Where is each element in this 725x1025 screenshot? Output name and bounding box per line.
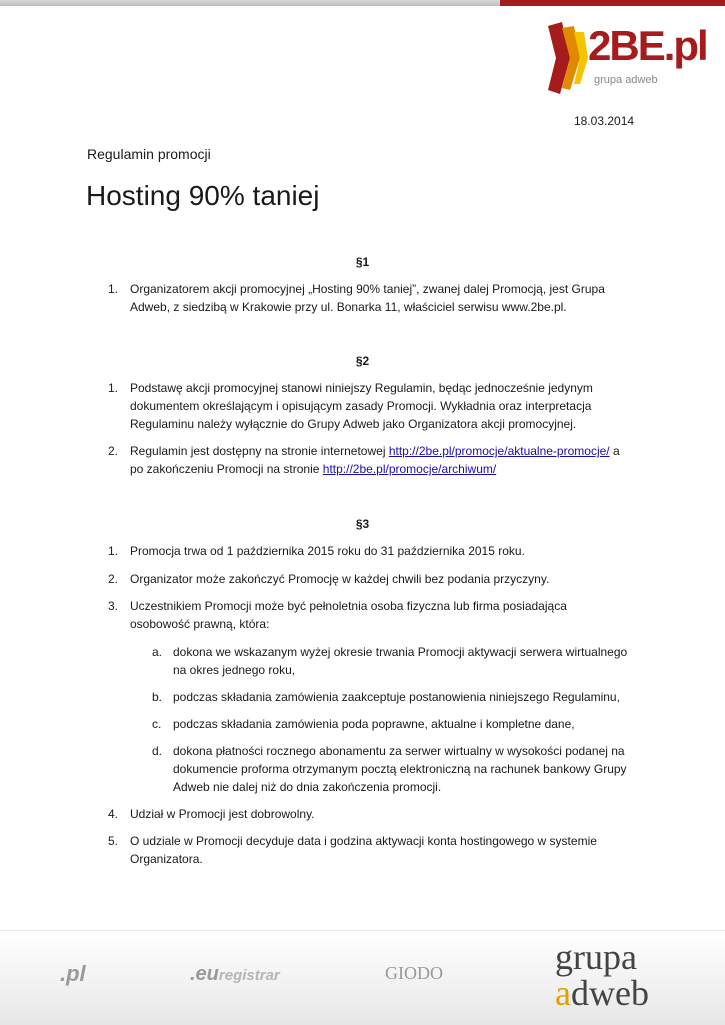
subitem-text: podczas składania zamówienia poda poprawne, aktualne i kompletne dane, [173, 717, 575, 731]
subitem-text: dokona płatności rocznego abonamentu za serwer wirtualny w wysokości podanej na dokumencie proforma otrzymanym pocztą elektroniczną na rachunek bankowy Grupy Adweb nie dalej niż do dnia zakończenia promocji. [173, 744, 627, 794]
document-subtitle: Regulamin promocji [87, 146, 211, 162]
registrar-logo-text: registrar [218, 967, 280, 984]
link-archiwum[interactable]: http://2be.pl/promocje/archiwum/ [322, 462, 497, 476]
s1-item-1 [108, 280, 628, 316]
grupa-logo-line: grupa [555, 937, 637, 977]
footer-logos [0, 930, 725, 1025]
subitem-letter: d. [152, 744, 163, 758]
adweb-logo-line [555, 975, 649, 1011]
subitem-letter: c. [152, 717, 162, 731]
s3-item-3 [108, 597, 628, 633]
item-text-part: Regulamin jest dostępny na stronie internetowej [130, 444, 389, 458]
item-text-part: a po zakończeniu Promocji na stronie [130, 444, 620, 476]
document-title: Hosting 90% taniej [86, 180, 320, 211]
item-number: 2. [108, 444, 119, 458]
top-bar [0, 0, 725, 7]
section-3-heading: §3 [355, 517, 370, 531]
giodo-logo: GIODO [385, 963, 443, 983]
s3-item-5 [108, 832, 628, 868]
top-bar-red [500, 0, 725, 6]
item-number: 1. [108, 381, 119, 395]
section-1-heading: §1 [355, 255, 370, 269]
s3-subitem-a [152, 643, 642, 679]
section-2-heading: §2 [355, 354, 370, 368]
s3-subitem-b [152, 688, 642, 706]
item-number: 5. [108, 834, 119, 848]
subitem-letter: a. [152, 645, 163, 659]
item-text: Promocja trwa od 1 października 2015 roku do 31 października 2015 roku. [130, 544, 525, 558]
logo-text: 2BE.pl [588, 22, 707, 69]
link-aktualne-promocje[interactable]: http://2be.pl/promocje/aktualne-promocje/ [388, 444, 610, 458]
dotpl-logo: .pl [60, 961, 86, 986]
item-number: 4. [108, 807, 119, 821]
top-bar-grey [0, 0, 500, 6]
grupa-adweb-logo [555, 939, 649, 1011]
s2-item-1 [108, 379, 628, 433]
logo-subtext: grupa adweb [594, 74, 658, 86]
s3-item-1 [108, 542, 628, 560]
s3-subitem-c [152, 715, 642, 733]
s3-subitem-d [152, 742, 642, 796]
item-number: 2. [108, 572, 119, 586]
item-number: 1. [108, 282, 119, 296]
item-text: Udział w Promocji jest dobrowolny. [130, 807, 315, 821]
item-text: Organizatorem akcji promocyjnej „Hosting 90% taniej”, zwanej dalej Promocją, jest Grupa Adweb, z siedzibą w Krakowie przy ul. Bonarka 11, właściciel serwisu www.2be.pl. [130, 282, 605, 314]
eu-logo-text: .eu [190, 963, 219, 985]
adweb-logo-rest: dweb [570, 973, 649, 1013]
s3-item-2 [108, 570, 628, 588]
item-text: Organizator może zakończyć Promocję w każdej chwili bez podania przyczyny. [130, 572, 550, 586]
item-number: 3. [108, 599, 119, 613]
subitem-letter: b. [152, 690, 163, 704]
item-text: Uczestnikiem Promocji może być pełnoletnia osoba fizyczna lub firma posiadająca osobowość prawną, która: [130, 599, 567, 631]
s3-item-4 [108, 805, 628, 823]
document-date: 18.03.2014 [574, 114, 635, 128]
adweb-logo-a: a [555, 973, 571, 1013]
eu-registrar-logo [190, 963, 280, 986]
s2-item-2 [108, 442, 628, 478]
item-number: 1. [108, 544, 119, 558]
subitem-text: podczas składania zamówienia zaakceptuje postanowienia niniejszego Regulaminu, [173, 690, 620, 704]
subitem-text: dokona we wskazanym wyżej okresie trwania Promocji aktywacji serwera wirtualnego na okres jednego roku, [173, 645, 628, 677]
2be-logo[interactable] [540, 18, 710, 98]
item-text: Podstawę akcji promocyjnej stanowi niniejszy Regulamin, będąc jednocześnie jedynym dokumentem określającym i opisującym zasady Promocji. Wykładnia oraz interpretacja Regulaminu należy wyłącznie do Grupy Adweb jako Organizatora akcji promocyjnej. [130, 381, 593, 431]
item-text: O udziale w Promocji decyduje data i godzina aktywacji konta hostingowego w systemie Organizatora. [130, 834, 597, 866]
item-text [130, 442, 628, 478]
